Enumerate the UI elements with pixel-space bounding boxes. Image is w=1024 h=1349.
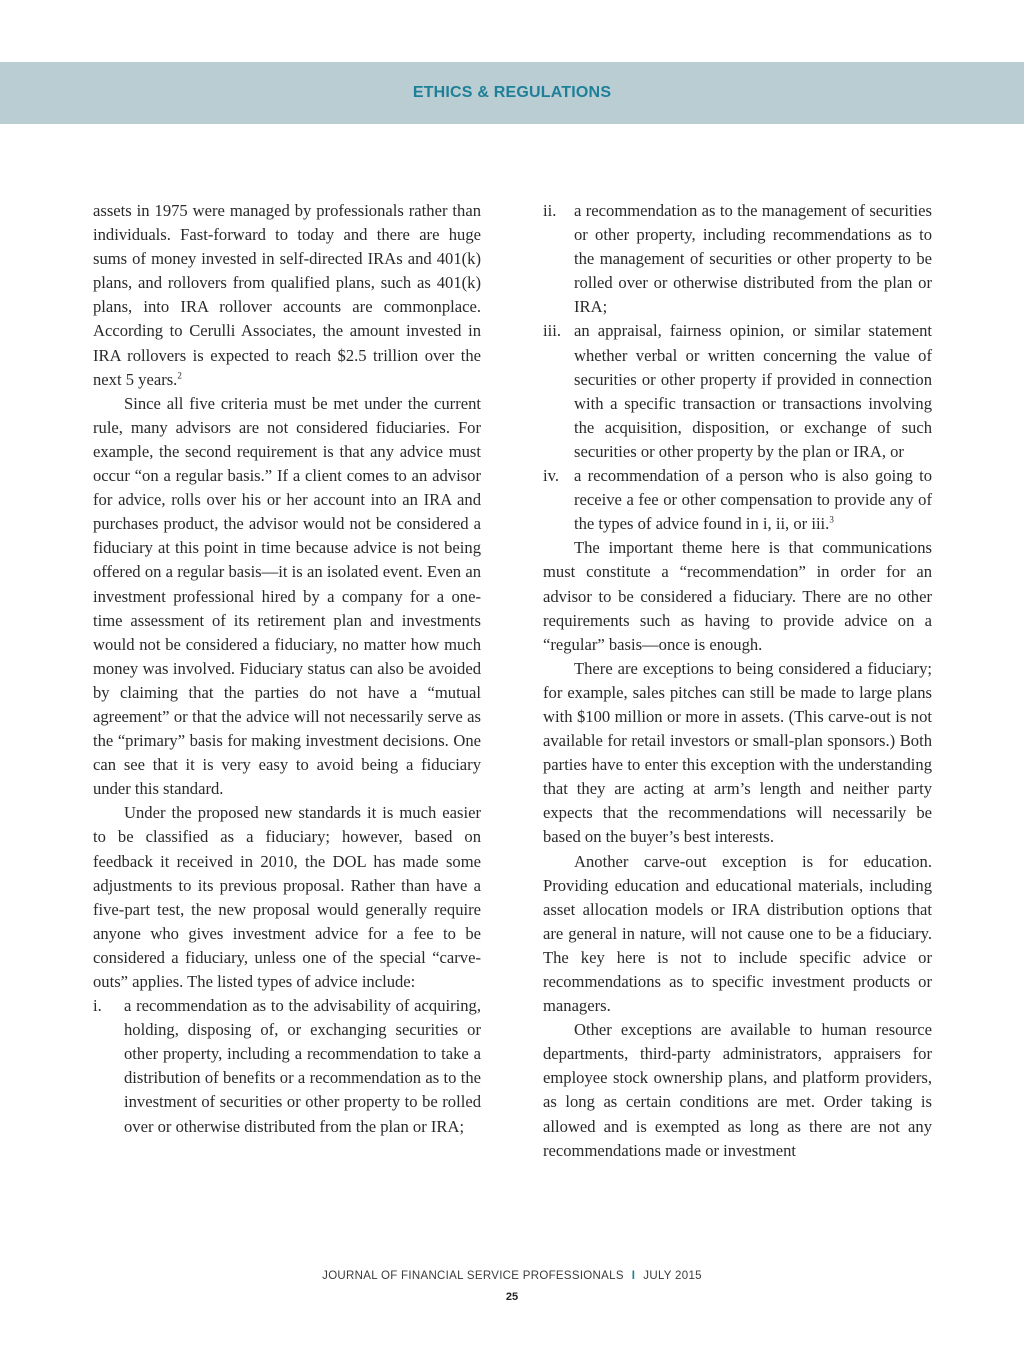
paragraph: There are exceptions to being considered a fiduciary; for example, sales pitches can still be made to large plans with $100 million or more in assets. (This carve-out is not available for retail investors or small-plan sponsors.) Both parties have to enter this exception with the understanding that they are acting at arm’s length and neither party expects that the recommendations will necessarily be based on the buyer’s best interests. [543,658,932,847]
list-item [93,994,481,1139]
list-item-text: a recommendation as to the advisability of acquiring, holding, disposing of, or exchanging securities or other property, including a recommendation to take a distribution of benefits or a recommendation as to the investment of securities or other property to be rolled over or otherwise distributed from the plan or IRA; [124,996,481,1136]
section-label: ETHICS & REGULATIONS [412,84,612,101]
right-column [543,199,932,1163]
list-marker: i. [93,996,102,1016]
paragraph: Since all five criteria must be met under the current rule, many advisors are not considered fiduciaries. For example, the second requirement is that any advice must occur “on a regular basis.” If a client comes to an advisor for advice, rolls over his or her account into an IRA and purchases product, the advisor would not be considered a fiduciary at this point in time because advice is not being offered on a regular basis—it is an isolated event. Even an investment professional hired by a company for a one-time assessment of its retirement plan and investments would not be considered a fiduciary, no matter how much money was involved. Fiduciary status can also be avoided by claiming that the parties do not have a “mutual agreement” or that the advice will not necessarily serve as the “primary” basis for making investment decisions. One can see that it is very easy to avoid being a fiduciary under this standard. [93,393,481,799]
section-header-banner [0,62,1024,124]
paragraph: assets in 1975 were managed by professionals rather than individuals. Fast-forward to today and there are huge sums of money invested in self-directed IRAs and 401(k) plans, and rollovers from qualified plans, such as 401(k) plans, into IRA rollover accounts are commonplace. According to Cerulli Associates, the amount invested in IRA rollovers is expected to reach $2.5 trillion over the next 5 years.$^2$ [93,201,481,389]
paragraph: Other exceptions are available to human resource departments, third-party administrators, appraisers for employee stock ownership plans, and platform providers, as long as certain conditions are met. Order taking is allowed and is exempted as long as there are not any recommendations made or investment [543,1020,932,1160]
footer-separator: I [631,1270,636,1282]
list-item-text: a recommendation of a person who is also going to receive a fee or other compensation to provide any of the types of advice found in i, ii, or iii.$^3$ [574,466,932,534]
issue-date: JULY 2015 [643,1270,702,1282]
list-item [543,464,932,536]
list-item-text: an appraisal, fairness opinion, or similar statement whether verbal or written concerning the value of securities or other property if provided in connection with a specific transaction or transactions involving the acquisition, disposition, or exchange of such securities or other property by the plan or IRA, or [574,321,932,461]
list-marker: ii. [543,201,557,220]
list-marker: iv. [543,466,559,486]
list-marker: iii. [543,321,561,341]
paragraph: Under the proposed new standards it is much easier to be classified as a fiduciary; however, based on feedback it received in 2010, the DOL has made some adjustments to its previous proposal. Rather than have a five-part test, the new proposal would generally require anyone who gives investment advice for a fee to be considered a fiduciary, unless one of the special “carve-outs” applies. The listed types of advice include: [93,803,481,991]
page-number: 25 [505,1291,519,1303]
footnote-ref: 2 [177,370,182,381]
paragraph: Another carve-out exception is for education. Providing education and educational materials, including asset allocation models or IRA distribution options that are general in nature, will not cause one to be a fiduciary. The key here is not to include specific advice or recommendations as to specific investment products or managers. [543,851,932,1016]
list-item-text: a recommendation as to the management of securities or other property, including recommendations as to the management of securities or other property to be rolled over or otherwise distributed from the plan or IRA; [574,201,932,317]
list-item [543,199,932,319]
list-item [543,319,932,464]
journal-title: JOURNAL OF FINANCIAL SERVICE PROFESSIONALS [322,1270,624,1282]
page-footer [0,1270,1024,1282]
left-column [93,199,481,1139]
page-top-margin [0,0,1024,62]
paragraph: The important theme here is that communications must constitute a “recommendation” in order for an advisor to be considered a fiduciary. There are no other requirements such as having to provide advice on a “regular” basis—once is enough. [543,538,932,654]
footnote-ref: 3 [829,514,834,525]
